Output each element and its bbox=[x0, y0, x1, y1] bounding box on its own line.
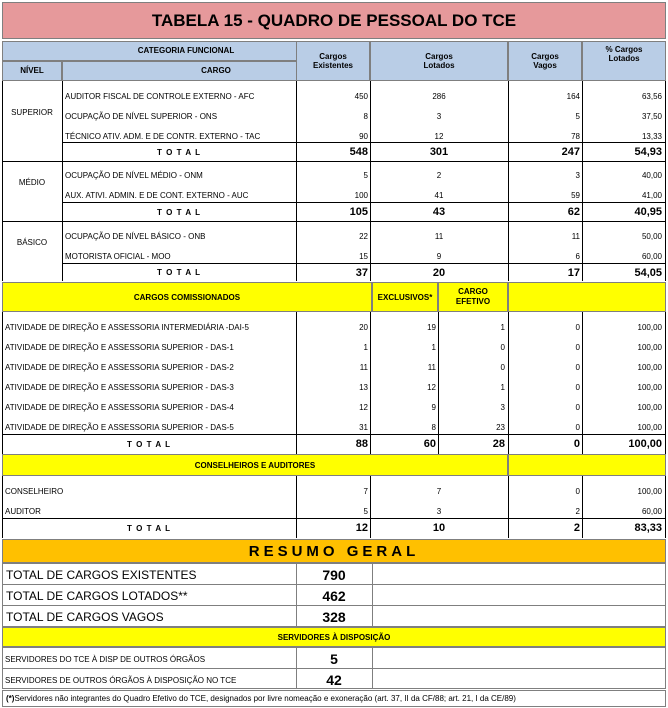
pct-cell: 100,00 bbox=[637, 382, 662, 392]
total-existentes: 105 bbox=[349, 206, 368, 218]
grid-line bbox=[2, 221, 666, 222]
existentes-cell: 12 bbox=[359, 402, 368, 412]
header-resumo: RESUMO GERAL bbox=[2, 539, 666, 563]
lotados-cell: 41 bbox=[434, 190, 444, 200]
pct-cell: 13,33 bbox=[641, 131, 662, 141]
header-exclusivos: EXCLUSIVOS* bbox=[372, 282, 438, 312]
cargo-cell: CONSELHEIRO bbox=[5, 486, 64, 496]
total-label: T O T A L bbox=[127, 523, 171, 533]
header-existentes: Cargos Existentes bbox=[296, 41, 370, 81]
vagos-cell: 5 bbox=[575, 111, 580, 121]
total-pct: 100,00 bbox=[628, 438, 662, 450]
pct-cell: 63,56 bbox=[641, 91, 662, 101]
disposicao-label: SERVIDORES DO TCE À DISP DE OUTROS ÓRGÃOS bbox=[5, 654, 206, 664]
total-existentes: 37 bbox=[355, 266, 368, 279]
lotados-cell: 2 bbox=[436, 170, 442, 180]
cargo-cell: ATIVIDADE DE DIREÇÃO E ASSESSORIA INTERMEDIÁRIA -DAI-5 bbox=[5, 322, 249, 332]
existentes-cell: 5 bbox=[363, 506, 368, 516]
lotados-cell: 3 bbox=[436, 111, 442, 121]
lotados-cell: 286 bbox=[432, 91, 446, 101]
resumo-label: TOTAL DE CARGOS EXISTENTES bbox=[6, 568, 197, 582]
total-label: T O T A L bbox=[157, 207, 201, 217]
vagos-cell: 0 bbox=[575, 382, 580, 392]
total-existentes: 548 bbox=[349, 146, 368, 158]
resumo-label: TOTAL DE CARGOS LOTADOS** bbox=[6, 589, 188, 603]
cargo-cell: ATIVIDADE DE DIREÇÃO E ASSESSORIA SUPERIOR - DAS-4 bbox=[5, 402, 234, 412]
vagos-cell: 59 bbox=[571, 190, 580, 200]
existentes-cell: 13 bbox=[359, 382, 368, 392]
pct-cell: 60,00 bbox=[641, 251, 662, 261]
vagos-cell: 78 bbox=[571, 131, 580, 141]
total-vagos: 62 bbox=[567, 206, 580, 218]
header-disposicao: SERVIDORES À DISPOSIÇÃO bbox=[2, 627, 666, 647]
existentes-cell: 8 bbox=[363, 111, 368, 121]
total-vagos: 17 bbox=[567, 266, 580, 279]
existentes-cell: 11 bbox=[359, 362, 368, 372]
existentes-cell: 1 bbox=[363, 342, 368, 352]
grid-line bbox=[665, 81, 666, 281]
grid-line bbox=[2, 668, 666, 669]
nivel-superior: SUPERIOR bbox=[11, 107, 53, 117]
existentes-cell: 22 bbox=[359, 231, 368, 241]
cargo-cell: ATIVIDADE DE DIREÇÃO E ASSESSORIA SUPERIOR - DAS-1 bbox=[5, 342, 234, 352]
existentes-cell: 5 bbox=[363, 170, 368, 180]
vagos-cell: 6 bbox=[575, 251, 580, 261]
grid-line bbox=[665, 312, 666, 454]
efetivo-cell: 0 bbox=[500, 362, 505, 372]
total-pct: 83,33 bbox=[634, 522, 662, 534]
total-existentes: 12 bbox=[355, 522, 368, 534]
header-efetivo: CARGO EFETIVO bbox=[438, 282, 508, 312]
lotados-cell: 9 bbox=[436, 251, 442, 261]
vagos-cell: 0 bbox=[575, 486, 580, 496]
total-existentes: 88 bbox=[355, 438, 368, 450]
existentes-cell: 15 bbox=[359, 251, 368, 261]
footnote bbox=[2, 690, 666, 707]
total-lotados: 20 bbox=[432, 266, 446, 279]
pct-cell: 60,00 bbox=[641, 506, 662, 516]
cargo-cell: AUDITOR bbox=[5, 506, 41, 516]
lotados-cell: 7 bbox=[436, 486, 442, 496]
footnote-mark: (*) bbox=[6, 694, 15, 703]
existentes-cell: 90 bbox=[359, 131, 368, 141]
cargo-cell: OCUPAÇÃO DE NÍVEL SUPERIOR - ONS bbox=[65, 111, 218, 121]
table-title: TABELA 15 - QUADRO DE PESSOAL DO TCE bbox=[2, 2, 666, 39]
pct-cell: 41,00 bbox=[641, 190, 662, 200]
header-blank bbox=[508, 454, 666, 476]
disposicao-value: 5 bbox=[330, 651, 338, 667]
exclusivos-cell: 12 bbox=[427, 382, 436, 392]
vagos-cell: 0 bbox=[575, 322, 580, 332]
cargo-cell: ATIVIDADE DE DIREÇÃO E ASSESSORIA SUPERIOR - DAS-3 bbox=[5, 382, 234, 392]
pct-cell: 40,00 bbox=[641, 170, 662, 180]
existentes-cell: 20 bbox=[359, 322, 368, 332]
total-efetivo: 28 bbox=[492, 438, 505, 450]
total-lotados: 43 bbox=[432, 206, 446, 218]
cargo-cell: OCUPAÇÃO DE NÍVEL BÁSICO - ONB bbox=[65, 231, 206, 241]
header-vagos: Cargos Vagos bbox=[508, 41, 582, 81]
cargo-cell: ATIVIDADE DE DIREÇÃO E ASSESSORIA SUPERIOR - DAS-2 bbox=[5, 362, 234, 372]
nivel-basico: BÁSICO bbox=[16, 237, 48, 247]
grid-line bbox=[2, 161, 666, 162]
efetivo-cell: 1 bbox=[500, 322, 505, 332]
exclusivos-cell: 11 bbox=[427, 362, 436, 372]
total-vagos: 0 bbox=[573, 438, 580, 450]
exclusivos-cell: 1 bbox=[431, 342, 436, 352]
total-exclusivos: 60 bbox=[423, 438, 436, 450]
pct-cell: 100,00 bbox=[637, 402, 662, 412]
vagos-cell: 11 bbox=[571, 231, 580, 241]
efetivo-cell: 1 bbox=[500, 382, 505, 392]
nivel-medio: MÉDIO bbox=[18, 177, 46, 187]
vagos-cell: 0 bbox=[575, 422, 580, 432]
header-blank bbox=[508, 282, 666, 312]
pct-cell: 50,00 bbox=[641, 231, 662, 241]
existentes-cell: 450 bbox=[354, 91, 368, 101]
header-comissionados: CARGOS COMISSIONADOS bbox=[2, 282, 372, 312]
efetivo-cell: 3 bbox=[500, 402, 505, 412]
exclusivos-cell: 9 bbox=[431, 402, 436, 412]
vagos-cell: 0 bbox=[575, 342, 580, 352]
lotados-cell: 11 bbox=[434, 231, 444, 241]
efetivo-cell: 23 bbox=[496, 422, 505, 432]
pct-cell: 100,00 bbox=[637, 422, 662, 432]
pct-cell: 100,00 bbox=[637, 342, 662, 352]
header-pct: % Cargos Lotados bbox=[582, 41, 666, 81]
resumo-value: 462 bbox=[322, 588, 346, 604]
grid-line bbox=[2, 312, 3, 454]
pct-cell: 100,00 bbox=[637, 362, 662, 372]
total-vagos: 2 bbox=[573, 522, 580, 534]
total-vagos: 247 bbox=[561, 146, 580, 158]
total-label: T O T A L bbox=[127, 439, 171, 449]
header-categoria: CATEGORIA FUNCIONAL bbox=[2, 41, 370, 61]
total-label: T O T A L bbox=[157, 268, 201, 277]
grid-line bbox=[665, 476, 666, 538]
existentes-cell: 31 bbox=[359, 422, 368, 432]
grid-line bbox=[2, 81, 3, 281]
grid-line bbox=[372, 563, 373, 627]
header-nivel: NÍVEL bbox=[2, 61, 62, 81]
header-conselheiros: CONSELHEIROS E AUDITORES bbox=[2, 454, 508, 476]
pct-cell: 100,00 bbox=[637, 486, 662, 496]
lotados-cell: 3 bbox=[436, 506, 442, 516]
cargo-cell: AUDITOR FISCAL DE CONTROLE EXTERNO - AFC bbox=[65, 91, 255, 101]
total-pct: 54,93 bbox=[634, 146, 662, 158]
disposicao-label: SERVIDORES DE OUTROS ÓRGÃOS À DISPOSIÇÃO NO TCE bbox=[5, 675, 237, 685]
vagos-cell: 0 bbox=[575, 402, 580, 412]
header-lotados: Cargos Lotados bbox=[370, 41, 508, 81]
cargo-cell: OCUPAÇÃO DE NÍVEL MÉDIO - ONM bbox=[65, 170, 203, 180]
cargo-cell: ATIVIDADE DE DIREÇÃO E ASSESSORIA SUPERIOR - DAS-5 bbox=[5, 422, 234, 432]
vagos-cell: 0 bbox=[575, 362, 580, 372]
total-lotados: 301 bbox=[429, 146, 449, 158]
total-pct: 40,95 bbox=[634, 206, 662, 218]
total-pct: 54,05 bbox=[634, 266, 662, 279]
lotados-cell: 12 bbox=[434, 131, 444, 141]
existentes-cell: 7 bbox=[363, 486, 368, 496]
pct-cell: 37,50 bbox=[641, 111, 662, 121]
vagos-cell: 3 bbox=[575, 170, 580, 180]
resumo-label: TOTAL DE CARGOS VAGOS bbox=[6, 610, 164, 624]
footnote-text: Servidores não integrantes do Quadro Efetivo do TCE, designados por livre nomeação e exoneração (art. 37, II da CF/88; art. 21, I da CE/89) bbox=[14, 694, 516, 703]
existentes-cell: 100 bbox=[354, 190, 368, 200]
exclusivos-cell: 19 bbox=[427, 322, 436, 332]
pct-cell: 100,00 bbox=[637, 322, 662, 332]
exclusivos-cell: 8 bbox=[431, 422, 436, 432]
total-lotados: 10 bbox=[432, 522, 446, 534]
resumo-value: 328 bbox=[322, 609, 346, 625]
resumo-value: 790 bbox=[322, 567, 346, 583]
efetivo-cell: 0 bbox=[500, 342, 505, 352]
total-label: T O T A L bbox=[157, 147, 201, 157]
disposicao-value: 42 bbox=[326, 672, 342, 688]
cargo-cell: MOTORISTA OFICIAL - MOO bbox=[65, 251, 171, 261]
vagos-cell: 164 bbox=[566, 91, 580, 101]
cargo-cell: AUX. ATIVI. ADMIN. E DE CONT. EXTERNO - AUC bbox=[65, 190, 249, 200]
grid-line bbox=[62, 81, 63, 281]
cargo-cell: TÉCNICO ATIV. ADM. E DE CONTR. EXTERNO - TAC bbox=[65, 131, 261, 141]
header-cargo: CARGO bbox=[62, 61, 370, 81]
vagos-cell: 2 bbox=[575, 506, 580, 516]
